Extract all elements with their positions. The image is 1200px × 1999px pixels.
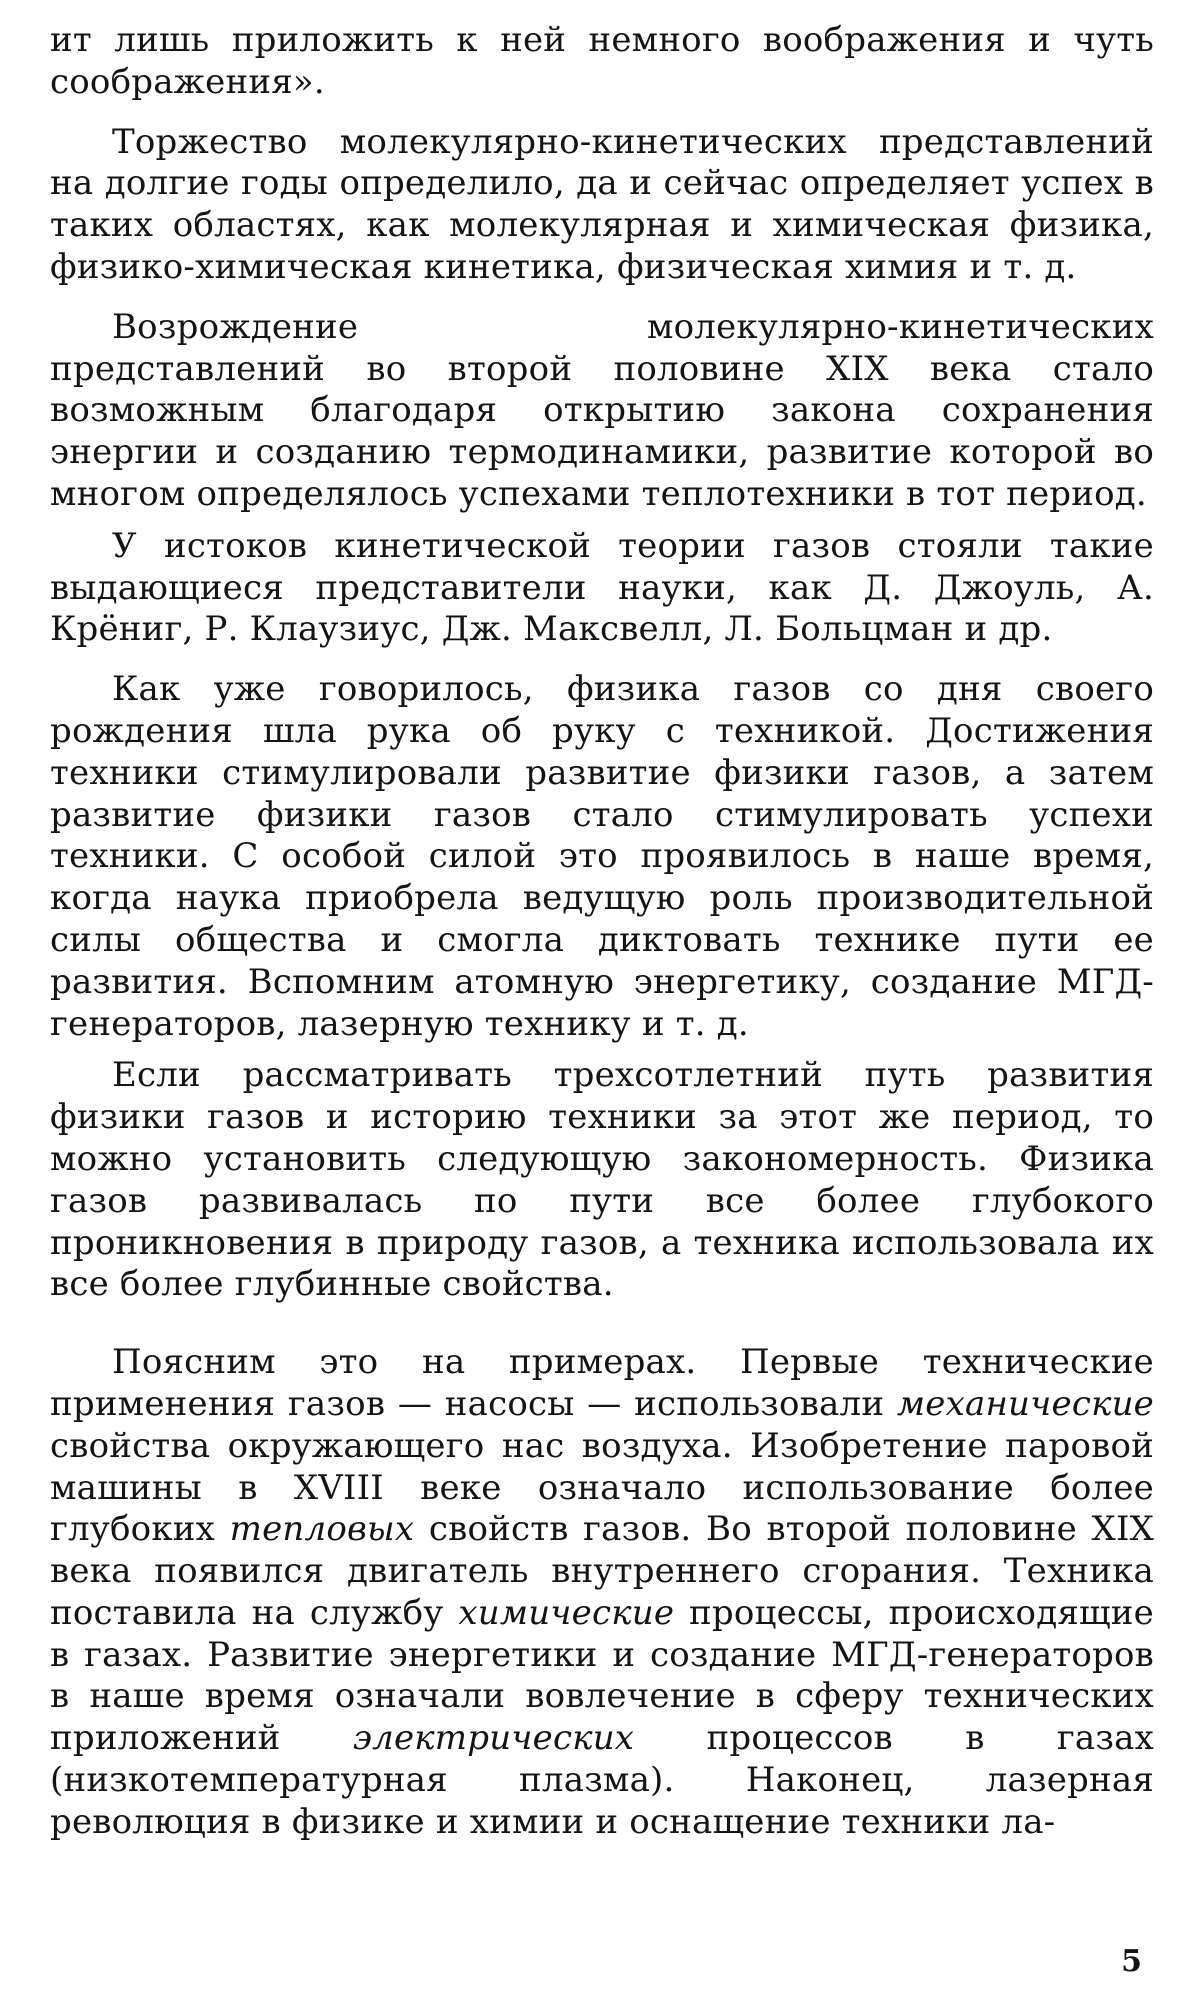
paragraph-continuation: ит лишь приложить к ней немного воображения и чуть соображения». (50, 20, 1154, 102)
emphasis-electrical: электрических (352, 1718, 635, 1759)
examples-text-part: свойства окружающего нас воздуха. Изобретение паровой машины в XVIII веке означало использование более глубоких (50, 1425, 1154, 1550)
emphasis-mechanical: механические (896, 1383, 1154, 1424)
body-text (50, 20, 1154, 1844)
examples-text-part: свойств газов. Во второй половине XIX века появился двигатель внутреннего сгорания. Техника поставила на службу (50, 1509, 1154, 1633)
paragraph-physics-and-technology: Как уже говорилось, физика газов со дня своего рождения шла рука об руку с техникой. Достижения техники стимулировали развитие физики газов, а затем развитие физики газов стало стимулировать успехи техники. С особой силой это проявилось в наше время, когда наука приобрела ведущую роль производительной силы общества и смогла диктовать технике пути ее развития. Вспомним атомную энергетику, создание МГД-генераторов, лазерную технику и т. д. (50, 669, 1154, 1044)
paragraph-regularity: Если рассматривать трехсотлетний путь развития физики газов и историю техники за этот же период, то можно установить следующую закономерность. Физика газов развивалась по пути все более глубокого проникновения в природу газов, а техника использовала их все более глубинные свойства. (50, 1055, 1154, 1305)
paragraph-examples (50, 1342, 1154, 1844)
examples-text-part: процессов в газах (низкотемпературная плазма). Наконец, лазерная революция в физике и химии и оснащение техники ла- (50, 1718, 1154, 1842)
paragraph-revival-19th-century: Возрождение молекулярно-кинетических представлений во второй половине XIX века стало возможным благодаря открытию закона сохранения энергии и созданию термодинамики, развитие которой во многом определялось успехами теплотехники в тот период. (50, 306, 1154, 514)
examples-text-part: процессы, происходящие в газах. Развитие энергетики и создание МГД-генераторов в наше время означали вовлечение в сферу технических приложений (50, 1592, 1154, 1759)
paragraph-kinetic-theory-founders: У истоков кинетической теории газов стояли такие выдающиеся представители науки, как Д. Джоуль, А. Крёниг, Р. Клаузиус, Дж. Максвелл, Л. Больцман и др. (50, 525, 1154, 650)
emphasis-chemical: химические (458, 1592, 675, 1633)
examples-text-part: Поясним это на примерах. Первые технические применения газов — насосы — использовали (50, 1342, 1154, 1424)
paragraph-molecular-kinetic-triumph: Торжество молекулярно-кинетических представлений на долгие годы определило, да и сейчас определяет успех в таких областях, как молекулярная и химическая физика, физико-химическая кинетика, физическая химия и т. д. (50, 121, 1154, 287)
page-number: 5 (1121, 1944, 1142, 1979)
emphasis-thermal: тепловых (229, 1509, 415, 1550)
